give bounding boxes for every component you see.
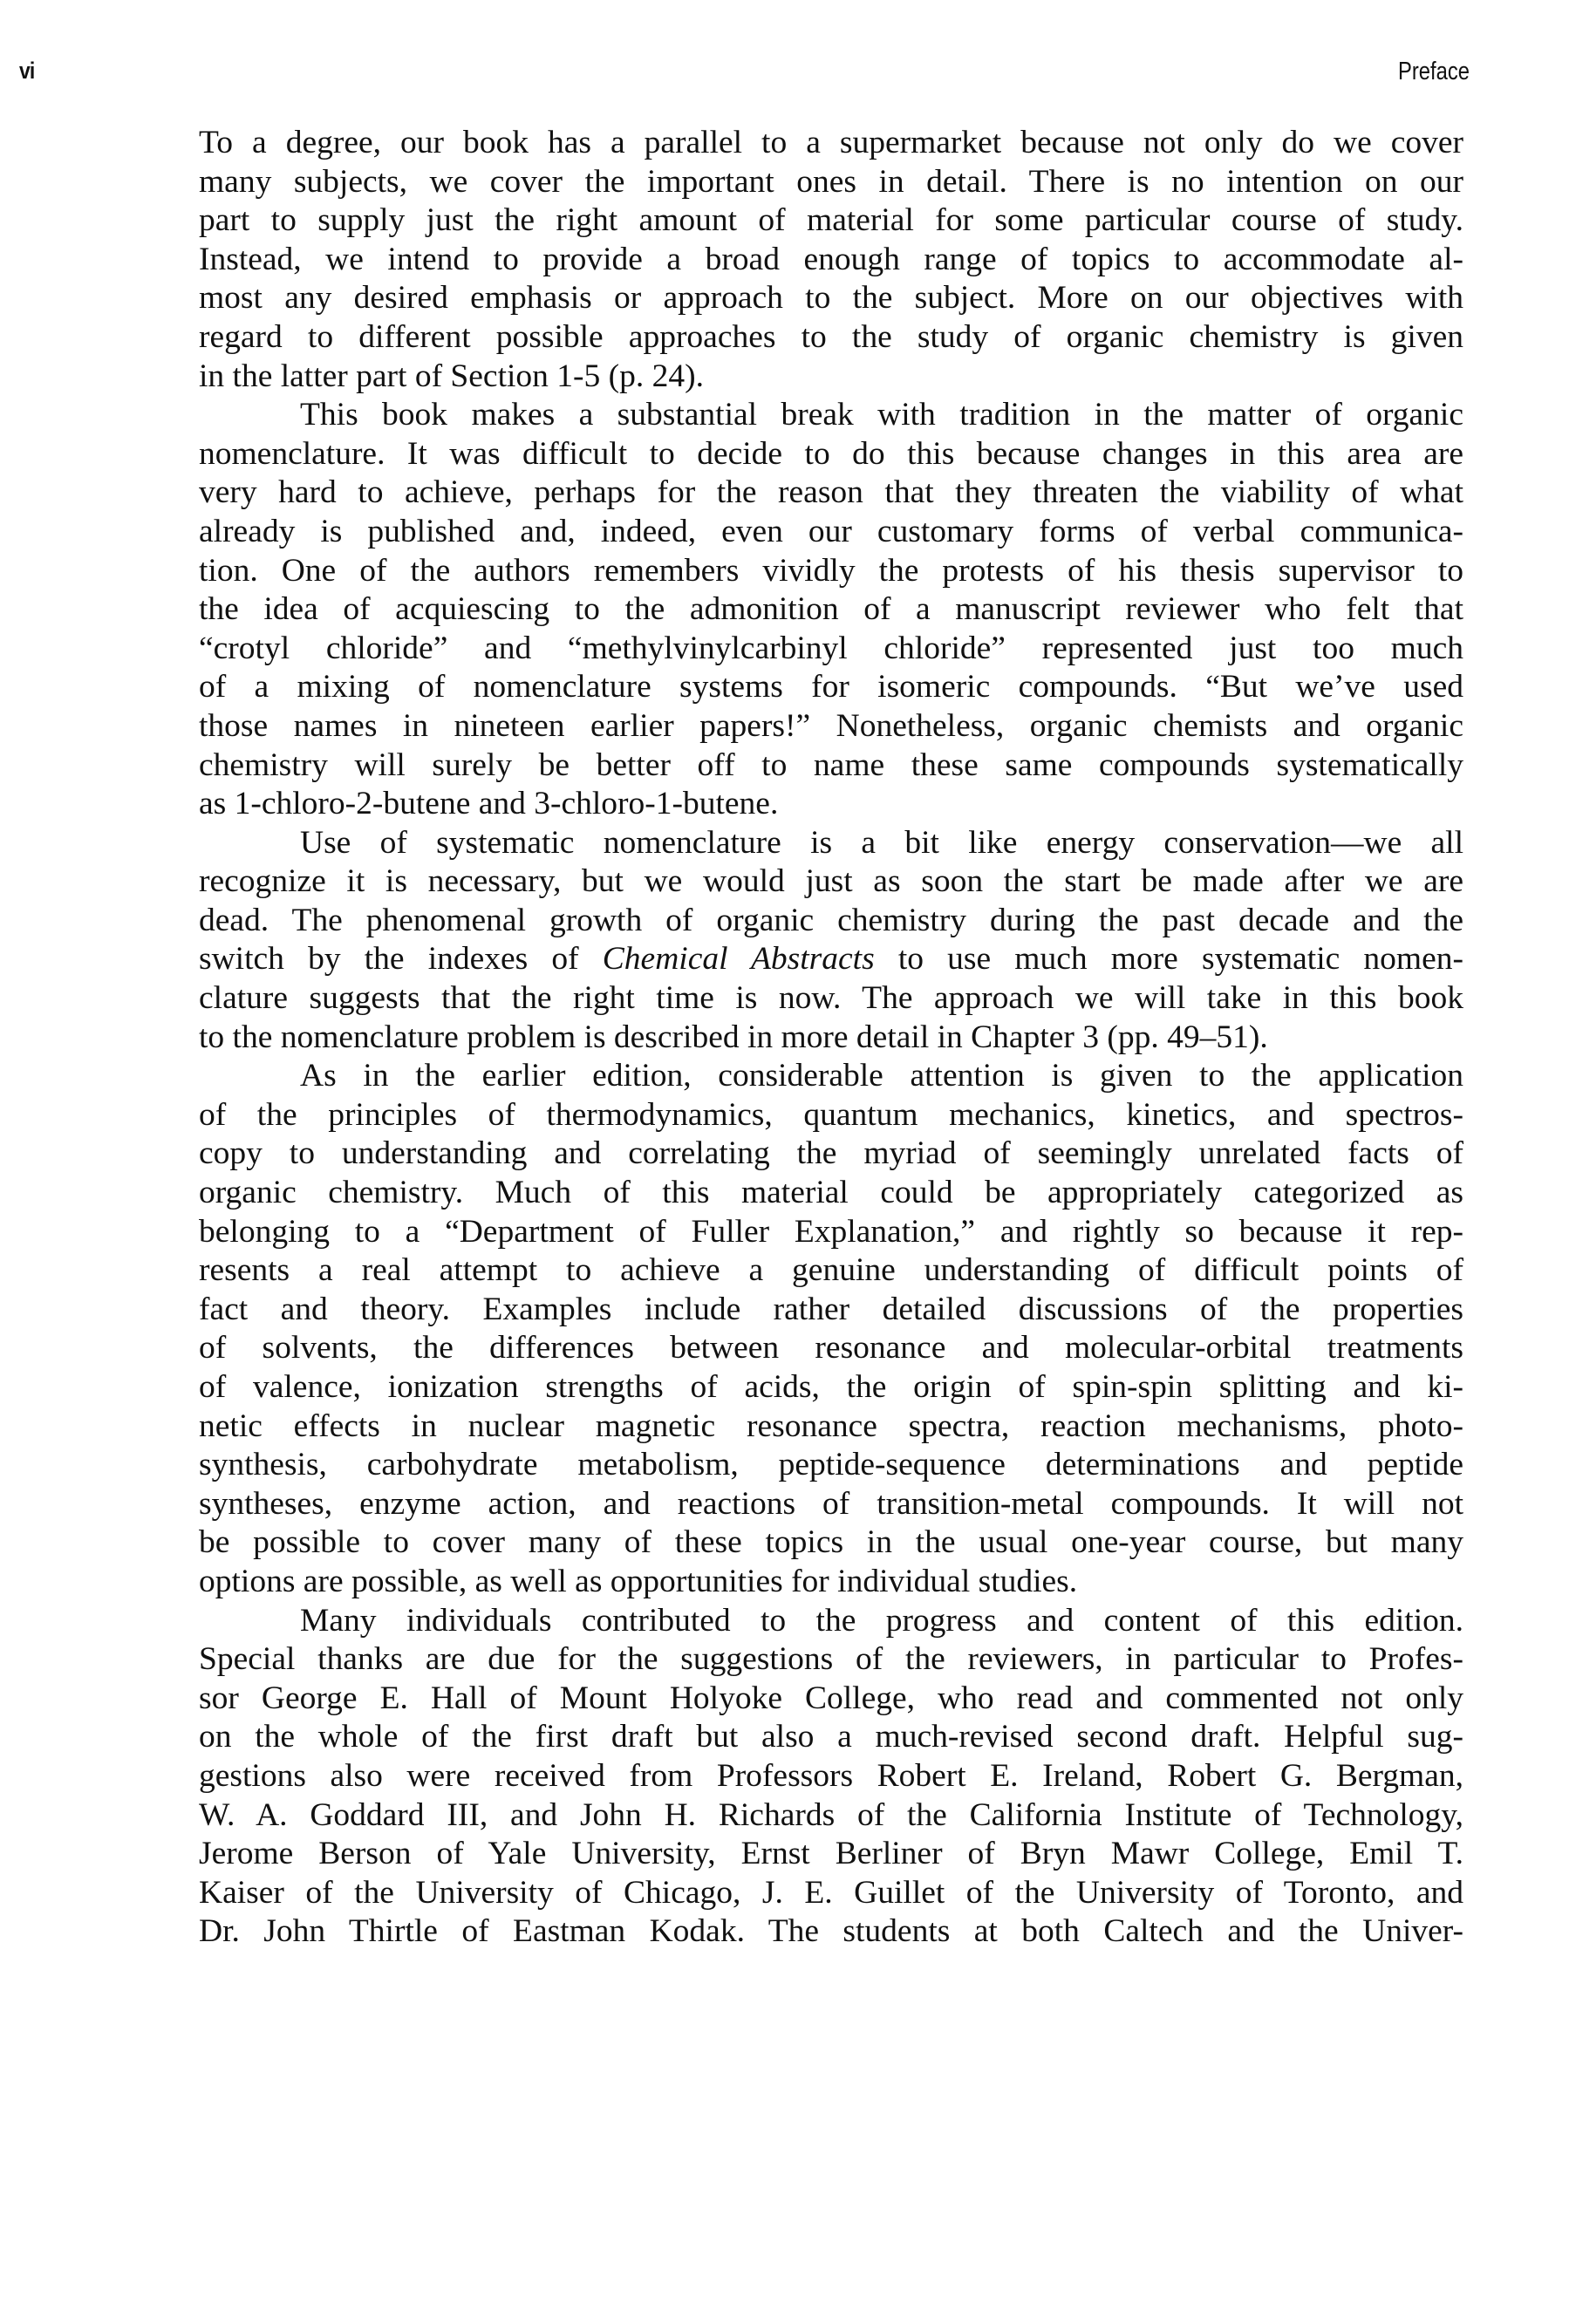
text-line: sor George E. Hall of Mount Holyoke College, who read and commented not only bbox=[199, 1680, 1463, 1716]
body-text bbox=[199, 124, 1463, 1952]
text-line: belonging to a “Department of Fuller Explanation,” and rightly so because it rep- bbox=[199, 1213, 1463, 1250]
text-line: options are possible, as well as opportunities for individual studies. bbox=[199, 1563, 1078, 1599]
text-line: chemistry will surely be better off to name these same compounds systematically bbox=[199, 746, 1463, 783]
text-line: Dr. John Thirtle of Eastman Kodak. The students at both Caltech and the Univer- bbox=[199, 1913, 1463, 1950]
text-line: gestions also were received from Professors Robert E. Ireland, Robert G. Bergman, bbox=[199, 1757, 1463, 1794]
text-line: resents a real attempt to achieve a genuine understanding of difficult points of bbox=[199, 1252, 1463, 1289]
paragraph bbox=[199, 396, 1463, 824]
text-line: on the whole of the first draft but also a much-revised second draft. Helpful sug- bbox=[199, 1719, 1463, 1755]
text-line: dead. The phenomenal growth of organic chemistry during the past decade and the bbox=[199, 902, 1463, 938]
text-line: in the latter part of Section 1-5 (p. 24). bbox=[199, 358, 704, 394]
text-line: To a degree, our book has a parallel to a supermarket because not only do we cover bbox=[199, 125, 1463, 160]
text-line: part to supply just the right amount of material for some particular course of study. bbox=[199, 202, 1463, 239]
page-number: vi bbox=[19, 58, 35, 84]
text-line: “crotyl chloride” and “methylvinylcarbinyl chloride” represented just too much bbox=[199, 630, 1463, 666]
running-head bbox=[0, 54, 1569, 89]
text-line: of valence, ionization strengths of acids, the origin of spin-spin splitting and ki- bbox=[199, 1369, 1463, 1405]
text-line: As in the earlier edition, considerable attention is given to the application bbox=[300, 1058, 1463, 1094]
text-line: as 1-chloro-2-butene and 3-chloro-1-butene. bbox=[199, 786, 779, 822]
text-line: W. A. Goddard III, and John H. Richards of the California Institute of Technology, bbox=[199, 1796, 1463, 1833]
text-line: netic effects in nuclear magnetic resonance spectra, reaction mechanisms, photo- bbox=[199, 1407, 1463, 1444]
text-line: to the nomenclature problem is described in more detail in Chapter 3 (pp. 49–51). bbox=[199, 1019, 1268, 1055]
text-line: synthesis, carbohydrate metabolism, peptide-sequence determinations and peptide bbox=[199, 1447, 1463, 1483]
text-line: of a mixing of nomenclature systems for isomeric compounds. “But we’ve used bbox=[199, 669, 1463, 705]
paragraph bbox=[199, 824, 1463, 1058]
text-line: organic chemistry. Much of this material could be appropriately categorized as bbox=[199, 1175, 1463, 1211]
text-line: copy to understanding and correlating the myriad of seemingly unrelated facts of bbox=[199, 1135, 1463, 1172]
running-section-title: Preface bbox=[1398, 58, 1470, 85]
text-line: recognize it is necessary, but we would just as soon the start be made after we are bbox=[199, 863, 1463, 900]
text-line: those names in nineteen earlier papers!” Nonetheless, organic chemists and organic bbox=[199, 707, 1463, 744]
text-line: syntheses, enzyme action, and reactions of transition-metal compounds. It will not bbox=[199, 1485, 1463, 1522]
text-line: of the principles of thermodynamics, quantum mechanics, kinetics, and spectros- bbox=[199, 1096, 1463, 1133]
text-line: Instead, we intend to provide a broad enough range of topics to accommodate al- bbox=[199, 241, 1463, 277]
paragraph bbox=[199, 1602, 1463, 1952]
text-line: many subjects, we cover the important ones in detail. There is no intention on our bbox=[199, 163, 1463, 200]
text-line: clature suggests that the right time is now. The approach we will take in this book bbox=[199, 980, 1463, 1017]
text-line: fact and theory. Examples include rather detailed discussions of the properties bbox=[199, 1291, 1463, 1327]
text-line: Many individuals contributed to the progress and content of this edition. bbox=[300, 1602, 1463, 1639]
text-line: the idea of acquiescing to the admonition of a manuscript reviewer who felt that bbox=[199, 591, 1463, 628]
paragraph bbox=[199, 124, 1463, 396]
text-line: very hard to achieve, perhaps for the reason that they threaten the viability of what bbox=[199, 474, 1463, 511]
text-line: nomenclature. It was difficult to decide to do this because changes in this area are bbox=[199, 435, 1463, 472]
text-line: Jerome Berson of Yale University, Ernst Berliner of Bryn Mawr College, Emil T. bbox=[199, 1836, 1463, 1872]
text-line: already is published and, indeed, even our customary forms of verbal communica- bbox=[199, 513, 1463, 549]
text-line: Kaiser of the University of Chicago, J. E. Guillet of the University of Toronto, and bbox=[199, 1874, 1463, 1911]
text-line: tion. One of the authors remembers vividly the protests of his thesis supervisor to bbox=[199, 552, 1463, 589]
italic-title: Chemical Abstracts bbox=[602, 941, 875, 978]
text-line: most any desired emphasis or approach to the subject. More on our objectives with bbox=[199, 280, 1463, 317]
text-line: This book makes a substantial break with tradition in the matter of organic bbox=[300, 397, 1463, 433]
text-line: Special thanks are due for the suggestions of the reviewers, in particular to Profes- bbox=[199, 1641, 1463, 1678]
text-line: be possible to cover many of these topics in the usual one-year course, but many bbox=[199, 1524, 1463, 1561]
text-line: switch by the indexes of Chemical Abstracts to use much more systematic nomen- bbox=[199, 941, 1463, 978]
text-line: of solvents, the differences between resonance and molecular-orbital treatments bbox=[199, 1330, 1463, 1366]
text-line: regard to different possible approaches to the study of organic chemistry is given bbox=[199, 318, 1463, 355]
text-line: Use of systematic nomenclature is a bit like energy conservation—we all bbox=[300, 824, 1463, 861]
paragraph bbox=[199, 1057, 1463, 1601]
